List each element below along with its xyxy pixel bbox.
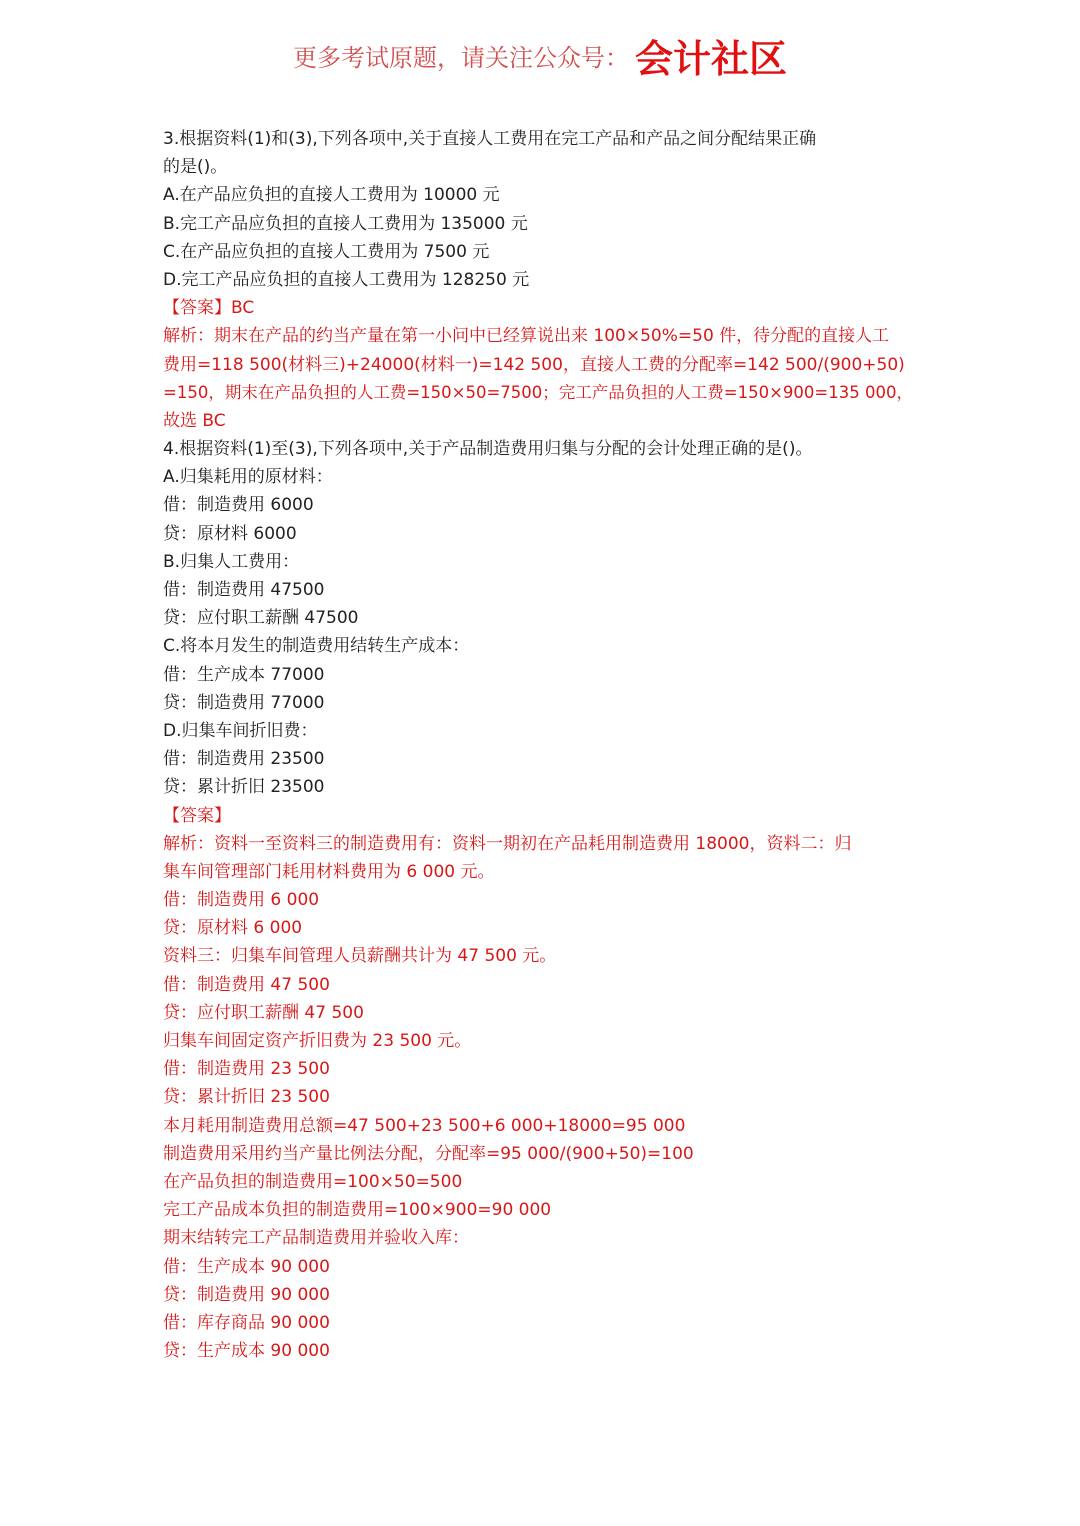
text-line: 借：制造费用 47500 (163, 580, 325, 600)
text-line: 贷：制造费用 77000 (163, 692, 325, 713)
text-line: 4.根据资料(1)至(3),下列各项中,关于产品制造费用归集与分配的会计处理正确的是()。 (163, 439, 813, 460)
text-line: 借：制造费用 23500 (163, 749, 325, 770)
page-header (0, 28, 1080, 83)
text-line: 在产品负担的制造费用=100×50=500 (163, 1171, 463, 1192)
text-line: 本月耗用制造费用总额=47 500+23 500+6 000+18000=95 000 (163, 1115, 686, 1136)
text-line: 完工产品成本负担的制造费用=100×900=90 000 (163, 1200, 552, 1221)
text-line: 借：生产成本 90 000 (163, 1256, 330, 1277)
text-line: 贷：制造费用 90 000 (163, 1284, 330, 1305)
text-line: 集车间管理部门耗用材料费用为 6 000 元。 (163, 861, 495, 882)
text-line: A.在产品应负担的直接人工费用为 10000 元 (163, 185, 500, 206)
text-line: 贷：应付职工薪酬 47500 (163, 608, 359, 629)
text-line: 贷：累计折旧 23500 (163, 777, 325, 798)
text-line: =150，期末在产品负担的人工费=150×50=7500；完工产品负担的人工费=150×900=135 000， (163, 382, 913, 402)
document-body (163, 125, 933, 1365)
text-line: C.在产品应负担的直接人工费用为 7500 元 (163, 241, 490, 262)
text-line: 解析：资料一至资料三的制造费用有：资料一期初在产品耗用制造费用 18000，资料二：归 (163, 833, 852, 854)
text-line: 贷：应付职工薪酬 47 500 (163, 1002, 364, 1023)
promo-text: 更多考试原题，请关注公众号： (292, 44, 629, 72)
text-line: 资料三：归集车间管理人员薪酬共计为 47 500 元。 (163, 946, 557, 967)
text-line: 的是()。 (163, 157, 228, 178)
text-line: 贷：原材料 6000 (163, 523, 297, 544)
text-line: B.完工产品应负担的直接人工费用为 135000 元 (163, 213, 528, 234)
text-line: D.完工产品应负担的直接人工费用为 128250 元 (163, 269, 530, 290)
text-line: 【答案】BC (163, 298, 255, 319)
text-line: D.归集车间折旧费： (163, 720, 318, 741)
text-line: 制造费用采用约当产量比例法分配，分配率=95 000/(900+50)=100 (163, 1143, 694, 1164)
text-line: 贷：累计折旧 23 500 (163, 1087, 330, 1108)
text-line: 借：制造费用 6 000 (163, 890, 320, 911)
text-line: 借：制造费用 6000 (163, 495, 314, 516)
text-line: 借：库存商品 90 000 (163, 1312, 330, 1333)
text-line: B.归集人工费用： (163, 551, 300, 572)
text-line: 借：制造费用 47 500 (163, 974, 330, 995)
text-line: 【答案】 (163, 805, 231, 826)
text-line: 期末结转完工产品制造费用并验收入库： (163, 1228, 469, 1249)
brand-name: 会计社区 (634, 37, 787, 81)
text-line: 贷：原材料 6 000 (163, 918, 303, 939)
text-line: C.将本月发生的制造费用结转生产成本： (163, 636, 470, 657)
text-line: 借：生产成本 77000 (163, 664, 325, 685)
text-line: A.归集耗用的原材料： (163, 467, 333, 488)
text-line: 费用=118 500(材料三)+24000(材料一)=142 500，直接人工费的分配率=142 500/(900+50) (163, 354, 905, 375)
text-line: 故选 BC (163, 410, 226, 431)
text-line: 3.根据资料(1)和(3),下列各项中,关于直接人工费用在完工产品和产品之间分配结果正确 (163, 129, 817, 149)
text-line: 借：制造费用 23 500 (163, 1059, 330, 1080)
text-line: 归集车间固定资产折旧费为 23 500 元。 (163, 1031, 472, 1051)
text-line: 解析：期末在产品的约当产量在第一小问中已经算说出来 100×50%=50 件，待分配的直接人工 (163, 326, 890, 347)
text-line: 贷：生产成本 90 000 (163, 1341, 330, 1362)
